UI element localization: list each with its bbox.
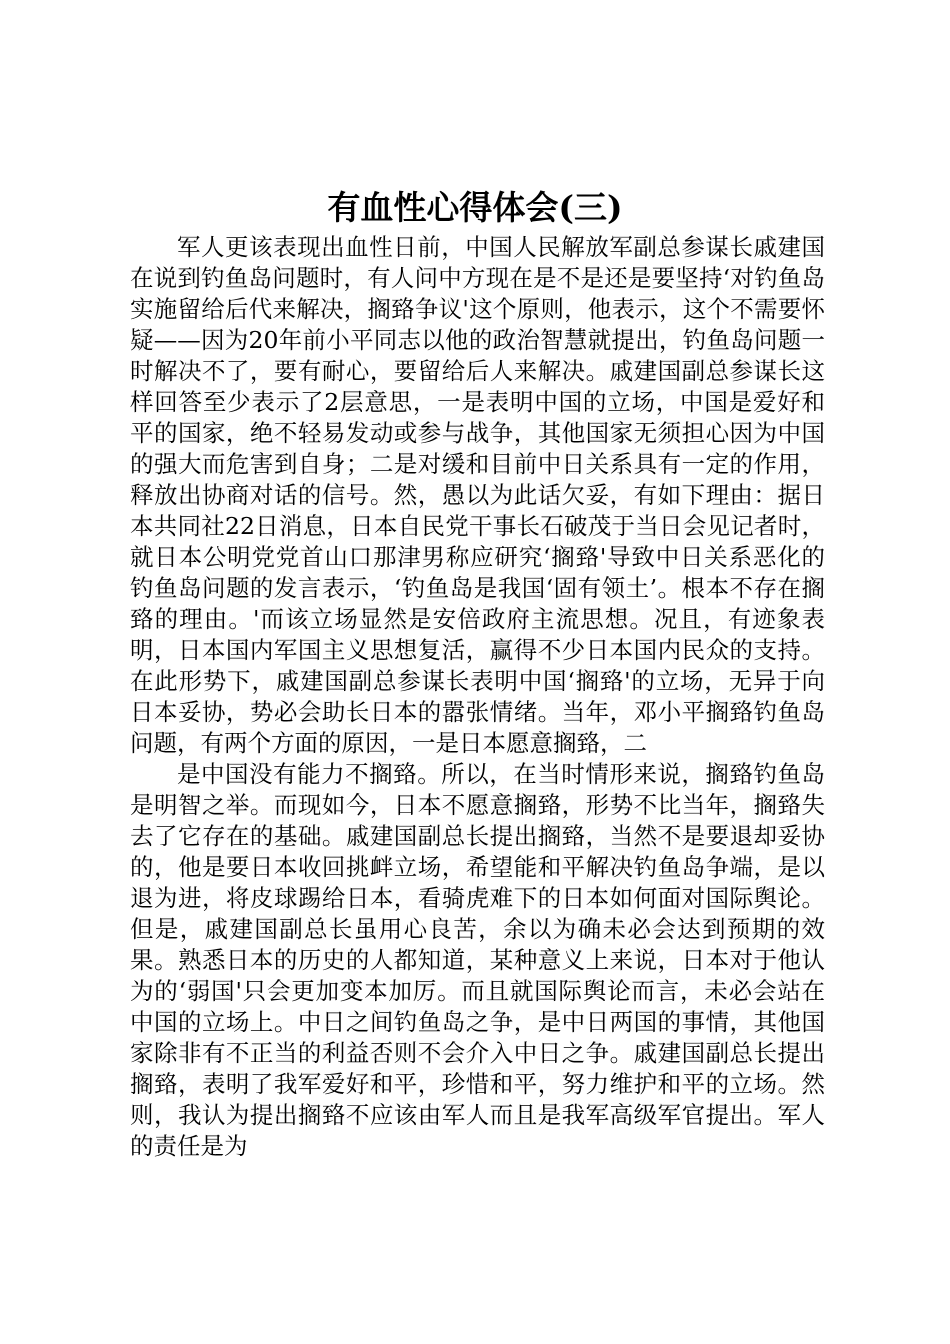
document-title: 有血性心得体会(三): [327, 188, 623, 227]
document-body: [130, 232, 825, 1162]
paragraph: 军人更该表现出血性日前，中国人民解放军副总参谋长戚建国在说到钓鱼岛问题时，有人问中方现在是不是还是要坚持‘对钓鱼岛实施留给后代来解决，搁臵争议'这个原则，他表示，这个不需要怀疑——因为20年前小平同志以他的政治智慧就提出，钓鱼岛问题一时解决不了，要有耐心，要留给后人来解决。戚建国副总参谋长这样回答至少表示了2层意思，一是表明中国的立场，中国是爱好和平的国家，绝不轻易发动或参与战争，其他国家无须担心因为中国的强大而危害到自身；二是对缓和目前中日关系具有一定的作用，释放出协商对话的信号。然，愚以为此话欠妥，有如下理由：据日本共同社22日消息，日本自民党干事长石破茂于当日会见记者时，就日本公明党党首山口那津男称应研究‘搁臵'导致中日关系恶化的钓鱼岛问题的发言表示，‘钓鱼岛是我国‘固有领土’。根本不存在搁臵的理由。'而该立场显然是安倍政府主流思想。况且，有迹象表明，日本国内军国主义思想复活，赢得不少日本国内民众的支持。在此形势下，戚建国副总参谋长表明中国‘搁臵'的立场，无异于向日本妥协，势必会助长日本的嚣张情绪。当年，邓小平搁臵钓鱼岛问题，有两个方面的原因，一是日本愿意搁臵，二: [130, 233, 825, 757]
paragraph: 是中国没有能力不搁臵。所以，在当时情形来说，搁臵钓鱼岛是明智之举。而现如今，日本不愿意搁臵，形势不比当年，搁臵失去了它存在的基础。戚建国副总长提出搁臵，当然不是要退却妥协的，他是要日本收回挑衅立场，希望能和平解决钓鱼岛争端，是以退为进，将皮球踢给日本，看骑虎难下的日本如何面对国际舆论。但是，戚建国副总长虽用心良苦，余以为确未必会达到预期的效果。熟悉日本的历史的人都知道，某种意义上来说，日本对于他认为的‘弱国'只会更加变本加厉。而且就国际舆论而言，未必会站在中国的立场上。中日之间钓鱼岛之争，是中日两国的事情，其他国家除非有不正当的利益否则不会介入中日之争。戚建国副总长提出搁臵，表明了我军爱好和平，珍惜和平，努力维护和平的立场。然则，我认为提出搁臵不应该由军人而且是我军高级军官提出。军人的责任是为: [130, 760, 825, 1160]
